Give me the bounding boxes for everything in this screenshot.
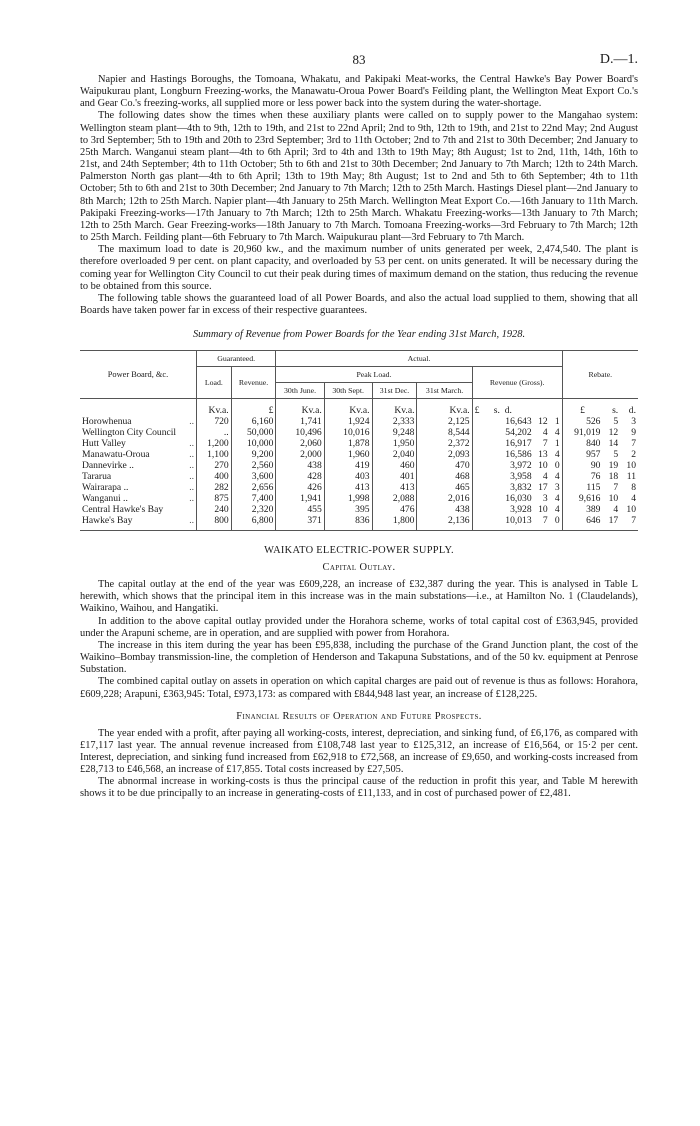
- unit-cell: Kv.a.: [276, 399, 324, 417]
- board-name: Dannevirke ..: [82, 460, 134, 472]
- unit-cell: [472, 399, 562, 417]
- guaranteed-revenue-cell: 2,560: [231, 460, 276, 471]
- col-revenue-gross: Revenue (Gross).: [472, 367, 562, 399]
- leader-dots: ..: [189, 515, 194, 527]
- revenue-pence: 4: [554, 427, 560, 439]
- board-name: Hutt Valley: [82, 438, 126, 450]
- guaranteed-load-cell: 1,100: [197, 449, 232, 460]
- capital-paragraph: The capital outlay at the end of the year was £609,228, an increase of £32,387 during the year. This is analysed in Table L herewith, which shows that the principal item in this increase was in the main substations—i.e., at Hamilton No. 1 (Claudelands), Waikino, Waihou, and Hangatiki.: [80, 579, 638, 615]
- rebate-pounds-cell: 646: [562, 515, 602, 531]
- col-group-actual: Actual.: [276, 351, 562, 367]
- revenue-shillings: 4: [542, 471, 548, 483]
- leader-dots: ..: [189, 482, 194, 494]
- revenue-pounds: 54,202: [505, 427, 532, 439]
- table-row: [80, 504, 638, 515]
- peak-march-cell: 2,016: [417, 493, 472, 504]
- peak-march-cell: 438: [417, 504, 472, 515]
- unit-cell: d.: [628, 405, 636, 417]
- capital-outlay-heading: Capital Outlay.: [322, 562, 396, 574]
- peak-dec-cell: 1,950: [372, 438, 417, 449]
- document-reference: D.—1.: [599, 52, 638, 67]
- rebate-pounds-cell: 840: [562, 438, 602, 449]
- peak-june-cell: 428: [276, 471, 324, 482]
- peak-june-cell: 371: [276, 515, 324, 531]
- revenue-shillings: 10: [538, 504, 548, 516]
- leader-dots: ..: [189, 460, 194, 472]
- table-row: [80, 471, 638, 482]
- revenue-shillings: 3: [542, 493, 548, 505]
- revenue-gross-cell: [472, 438, 562, 449]
- unit-cell: Kv.a.: [372, 399, 417, 417]
- rebate-pence-cell: 10: [626, 504, 636, 516]
- financial-paragraph: The year ended with a profit, after paying all working-costs, interest, depreciation, and sinking fund, of £6,176, as compared with £17,117 last year. The annual revenue increased from £108,748 last year to £125,312, an increase of £16,564, or 15·2 per cent. Interest, depreciation, and sinking fund increased from £62,918 to £72,568, an increase of £9,650, and working-costs increased from £28,713 to £46,568, an increase of £17,855. Total costs increased by £27,505.: [80, 727, 638, 776]
- intro-paragraph: The maximum load to date is 20,960 kw., and the maximum number of units generated per week, 2,474,540. The plant is therefore overloaded 9 per cent. on plant capacity, and overloaded by 53 per cent. on units generated. It will be necessary during the coming year for Wellington City Council to cut their peak during times of maximum demand on the station, thus reducing the revenue to be obtained from this source.: [80, 244, 638, 292]
- rebate-pence-cell: 11: [626, 471, 636, 483]
- unit-pence: d.: [504, 405, 512, 417]
- guaranteed-revenue-cell: 9,200: [231, 449, 276, 460]
- board-name-cell: [80, 471, 197, 482]
- col-group-guaranteed: Guaranteed.: [197, 351, 276, 367]
- rebate-shillings-cell: 18: [608, 471, 619, 483]
- peak-march-cell: 468: [417, 471, 472, 482]
- board-name-cell: [80, 438, 197, 449]
- units-row: [80, 399, 638, 417]
- board-name-cell: [80, 504, 197, 515]
- unit-cell: Kv.a.: [324, 399, 372, 417]
- guaranteed-revenue-cell: 50,000: [231, 427, 276, 438]
- table-row: [80, 416, 638, 427]
- peak-sept-cell: 395: [324, 504, 372, 515]
- peak-sept-cell: 413: [324, 482, 372, 493]
- rebate-pence-cell: 8: [631, 482, 636, 494]
- peak-june-cell: 438: [276, 460, 324, 471]
- revenue-pence: 1: [554, 416, 560, 428]
- peak-dec-cell: 9,248: [372, 427, 417, 438]
- revenue-gross-cell: [472, 504, 562, 515]
- col-31st-march: 31st March.: [417, 383, 472, 399]
- board-name: Wellington City Council: [82, 427, 177, 439]
- rebate-pence-cell: 9: [631, 427, 636, 439]
- rebate-pounds-cell: 9,616: [562, 493, 602, 504]
- leader-dots: ..: [189, 493, 194, 505]
- peak-sept-cell: 1,998: [324, 493, 372, 504]
- unit-shillings: s.: [493, 405, 500, 417]
- guaranteed-load-cell: 875: [197, 493, 232, 504]
- peak-june-cell: 1,741: [276, 416, 324, 427]
- peak-sept-cell: 403: [324, 471, 372, 482]
- rebate-pence-cell: 7: [631, 515, 636, 527]
- revenue-pence: 0: [554, 515, 560, 527]
- capital-paragraph: The combined capital outlay on assets in operation on which capital charges are paid out of revenue is thus as follows: Horahora, £609,228; Arapuni, £363,945: Total, £973,173: as compared with £844,948 last year, an increase of £128,225.: [80, 676, 638, 700]
- col-revenue: Revenue.: [231, 367, 276, 399]
- peak-dec-cell: 401: [372, 471, 417, 482]
- capital-paragraph: In addition to the above capital outlay provided under the Horahora scheme, works of total capital cost of £363,945, provided under the Arapuni scheme, are in operation, and are supplied with power from Horahora.: [80, 615, 638, 639]
- revenue-shillings: 4: [542, 427, 548, 439]
- revenue-pounds: 10,013: [505, 515, 532, 527]
- financial-results-section: [80, 728, 638, 801]
- rebate-pence-cell: 2: [631, 449, 636, 461]
- guaranteed-revenue-cell: 6,800: [231, 515, 276, 531]
- board-name-cell: [80, 416, 197, 427]
- col-31st-dec: 31st Dec.: [372, 383, 417, 399]
- peak-sept-cell: 1,878: [324, 438, 372, 449]
- revenue-shillings: 7: [542, 515, 548, 527]
- leader-dots: ..: [189, 449, 194, 461]
- revenue-gross-cell: [472, 493, 562, 504]
- revenue-gross-cell: [472, 515, 562, 531]
- revenue-gross-cell: [472, 416, 562, 427]
- table-row: [80, 493, 638, 504]
- guaranteed-revenue-cell: 6,160: [231, 416, 276, 427]
- table-row: [80, 427, 638, 438]
- rebate-shillings-cell: 5: [613, 416, 619, 428]
- peak-june-cell: 2,000: [276, 449, 324, 460]
- peak-march-cell: 465: [417, 482, 472, 493]
- rebate-shillings-cell: 4: [613, 504, 619, 516]
- revenue-pence: 1: [554, 438, 560, 450]
- revenue-gross-cell: [472, 427, 562, 438]
- revenue-pence: 4: [554, 471, 560, 483]
- leader-dots: ..: [189, 416, 194, 428]
- revenue-pence: 0: [554, 460, 560, 472]
- col-group-peak-load: Peak Load.: [276, 367, 472, 383]
- revenue-shillings: 12: [538, 416, 548, 428]
- col-rebate: Rebate.: [562, 351, 638, 399]
- unit-pounds: £: [474, 405, 480, 417]
- peak-dec-cell: 413: [372, 482, 417, 493]
- revenue-pounds: 16,917: [505, 438, 532, 450]
- peak-sept-cell: 419: [324, 460, 372, 471]
- revenue-pence: 4: [554, 493, 560, 505]
- guaranteed-load-cell: 270: [197, 460, 232, 471]
- peak-june-cell: 10,496: [276, 427, 324, 438]
- rebate-pounds-cell: 957: [562, 449, 602, 460]
- revenue-pounds: 3,928: [510, 504, 532, 516]
- unit-cell: £: [231, 399, 276, 417]
- guaranteed-revenue-cell: 2,656: [231, 482, 276, 493]
- peak-dec-cell: 2,040: [372, 449, 417, 460]
- peak-sept-cell: 1,924: [324, 416, 372, 427]
- peak-march-cell: 2,093: [417, 449, 472, 460]
- col-power-board: Power Board, &c.: [80, 351, 197, 399]
- guaranteed-load-cell: 1,200: [197, 438, 232, 449]
- board-name-cell: [80, 482, 197, 493]
- revenue-pounds: 16,586: [505, 449, 532, 461]
- peak-dec-cell: 460: [372, 460, 417, 471]
- leader-dots: ..: [189, 438, 194, 450]
- peak-sept-cell: 10,016: [324, 427, 372, 438]
- board-name-cell: [80, 449, 197, 460]
- revenue-shillings: 17: [538, 482, 548, 494]
- guaranteed-load-cell: 282: [197, 482, 232, 493]
- rebate-shillings-cell: 14: [608, 438, 619, 450]
- board-name: Wairarapa ..: [82, 482, 129, 494]
- peak-dec-cell: 2,088: [372, 493, 417, 504]
- table-row: [80, 515, 638, 531]
- rebate-pounds-cell: 91,019: [562, 427, 602, 438]
- page-header: [80, 0, 638, 80]
- page-number: 83: [352, 52, 366, 67]
- rebate-pence-cell: 7: [631, 438, 636, 450]
- rebate-shillings-cell: 12: [608, 427, 619, 439]
- guaranteed-load-cell: 240: [197, 504, 232, 515]
- peak-june-cell: 1,941: [276, 493, 324, 504]
- guaranteed-revenue-cell: 3,600: [231, 471, 276, 482]
- rebate-pounds-cell: 90: [562, 460, 602, 471]
- guaranteed-revenue-cell: 7,400: [231, 493, 276, 504]
- rebate-pounds-cell: 526: [562, 416, 602, 427]
- leader-dots: ..: [189, 471, 194, 483]
- revenue-pounds: 3,972: [510, 460, 532, 472]
- col-30th-sept: 30th Sept.: [324, 383, 372, 399]
- revenue-shillings: 10: [538, 460, 548, 472]
- rebate-pence-cell: 4: [631, 493, 636, 505]
- peak-march-cell: 8,544: [417, 427, 472, 438]
- section-title: WAIKATO ELECTRIC-POWER SUPPLY.: [264, 545, 454, 557]
- rebate-pence-cell: 10: [626, 460, 636, 472]
- guaranteed-revenue-cell: 2,320: [231, 504, 276, 515]
- revenue-pounds: 3,832: [510, 482, 532, 494]
- table-caption: Summary of Revenue from Power Boards for the Year ending 31st March, 1928.: [192, 329, 526, 341]
- board-name: Horowhenua: [82, 416, 132, 428]
- rebate-shillings-cell: 7: [613, 482, 619, 494]
- board-name: Manawatu-Oroua: [82, 449, 150, 461]
- revenue-shillings: 13: [538, 449, 548, 461]
- intro-paragraph: Napier and Hastings Boroughs, the Tomoana, Whakatu, and Pakipaki Meat-works, the Central Hawke's Bay Power Board's Waipukurau plant, Longburn Freezing-works, the Manawatu-Oroua Power Board's Feilding plant, the Wellington Meat Export Co.'s and Gear Co.'s freezing-works, all supplied more or less power back into the system during the water-shortage.: [80, 74, 638, 110]
- revenue-pence: 4: [554, 449, 560, 461]
- peak-dec-cell: 1,800: [372, 515, 417, 531]
- board-name: Tararua: [82, 471, 112, 483]
- capital-outlay-section: [80, 579, 638, 701]
- intro-paragraph: The following table shows the guaranteed load of all Power Boards, and also the actual load supplied to them, showing that all Boards have taken power far in excess of their respective guarantees.: [80, 292, 638, 316]
- board-name: Central Hawke's Bay: [82, 504, 164, 516]
- rebate-pounds-cell: 389: [562, 504, 602, 515]
- rebate-shillings-cell: 5: [613, 449, 619, 461]
- peak-sept-cell: 1,960: [324, 449, 372, 460]
- capital-paragraph: The increase in this item during the year has been £95,838, including the purchase of the Grand Junction plant, the cost of the Waikino–Bombay transmission-line, the completion of Henderson and Takapuna Substations, and of the 50 kv. equipment at Penrose Substation.: [80, 639, 638, 676]
- revenue-pence: 3: [554, 482, 560, 494]
- financial-paragraph: The abnormal increase in working-costs is thus the principal cause of the reduction in profit this year, and Table M herewith shows it to be due principally to an increase in generating-costs of £11,133, and in cost of purchased power of £2,481.: [80, 776, 638, 800]
- board-name-cell: [80, 493, 197, 504]
- guaranteed-revenue-cell: 10,000: [231, 438, 276, 449]
- rebate-pence-cell: 3: [631, 416, 636, 428]
- guaranteed-load-cell: ..: [197, 427, 232, 438]
- peak-dec-cell: 2,333: [372, 416, 417, 427]
- peak-march-cell: 470: [417, 460, 472, 471]
- unit-cell: Kv.a.: [417, 399, 472, 417]
- table-row: [80, 449, 638, 460]
- col-30th-june: 30th June.: [276, 383, 324, 399]
- peak-june-cell: 2,060: [276, 438, 324, 449]
- unit-cell: Kv.a.: [197, 399, 232, 417]
- rebate-pounds-cell: 115: [562, 482, 602, 493]
- revenue-shillings: 7: [542, 438, 548, 450]
- revenue-pounds: 16,643: [505, 416, 532, 428]
- peak-june-cell: 455: [276, 504, 324, 515]
- peak-march-cell: 2,372: [417, 438, 472, 449]
- rebate-shillings-cell: 17: [608, 515, 619, 527]
- revenue-pounds: 16,030: [505, 493, 532, 505]
- col-load: Load.: [197, 367, 232, 399]
- guaranteed-load-cell: 400: [197, 471, 232, 482]
- table-body: [80, 399, 638, 531]
- peak-dec-cell: 476: [372, 504, 417, 515]
- intro-section: [80, 74, 638, 317]
- rebate-shillings-cell: 10: [608, 493, 619, 505]
- peak-march-cell: 2,136: [417, 515, 472, 531]
- peak-sept-cell: 836: [324, 515, 372, 531]
- intro-paragraph: The following dates show the times when these auxiliary plants were called on to supply power to the Mangahao system: Wellington steam plant—4th to 9th, 12th to 19th, and 21st to 22nd April; 2nd to 9th, 12th to 19th, and 21st to 22nd May; 2nd August to 3rd September; 5th to 19th and 20th to 23rd September; 3rd to 11th October; 2nd to 7th and 21st to 30th December; 2nd January to 25th March. Wanganui steam plant—4th to 6th April; 3rd to 4th and 13th to 19th May; 8th August; 1st to 2nd, 11th, 14th, 16th to 21st, and 24th September; 4th to 11th October; 5th to 6th and 21st to 30th December; 2nd January to 7th March; 12th to 24th March. Palmerston North gas plant—4th to 6th April; 13th to 19th May; 8th August; 1st to 2nd and 5th to 6th September; 4th to 11th October; 5th to 6th and 21st to 30th December; 2nd January to 7th March; 12th to 25th March. Hastings Diesel plant—2nd January to 8th March; 12th to 25th March. Napier plant—4th January to 25th March. Wellington Meat Export Co.—16th January to 11th March. Pakipaki Freezing-works—17th January to 7th March; 12th to 25th March. Whakatu Freezing-works—13th January to 7th March; 12th to 25th March. Gear Freezing-works—18th January to 7th March. Tomoana Freezing-works—3rd February to 7th March; 12th to 25th March. Feilding plant—6th February to 7th March. Waipukurau plant—3rd February to 7th March.: [80, 110, 638, 244]
- revenue-pence: 4: [554, 504, 560, 516]
- guaranteed-load-cell: 720: [197, 416, 232, 427]
- financial-results-heading: Financial Results of Operation and Future Prospects.: [236, 710, 482, 722]
- board-name-cell: [80, 427, 197, 438]
- table-row: [80, 460, 638, 471]
- board-name: Wanganui ..: [82, 493, 128, 505]
- board-name: Hawke's Bay: [82, 515, 133, 527]
- revenue-gross-cell: [472, 471, 562, 482]
- revenue-gross-cell: [472, 482, 562, 493]
- board-name-cell: [80, 515, 197, 531]
- rebate-shillings-cell: 19: [608, 460, 619, 472]
- table-row: [80, 438, 638, 449]
- revenue-pounds: 3,958: [510, 471, 532, 483]
- rebate-pounds-cell: 76: [562, 471, 602, 482]
- unit-cell: s.: [612, 405, 619, 417]
- peak-june-cell: 426: [276, 482, 324, 493]
- table-row: [80, 482, 638, 493]
- unit-cell: £: [562, 399, 602, 417]
- peak-march-cell: 2,125: [417, 416, 472, 427]
- revenue-gross-cell: [472, 460, 562, 471]
- board-name-cell: [80, 460, 197, 471]
- revenue-summary-table: [80, 350, 638, 531]
- revenue-gross-cell: [472, 449, 562, 460]
- guaranteed-load-cell: 800: [197, 515, 232, 531]
